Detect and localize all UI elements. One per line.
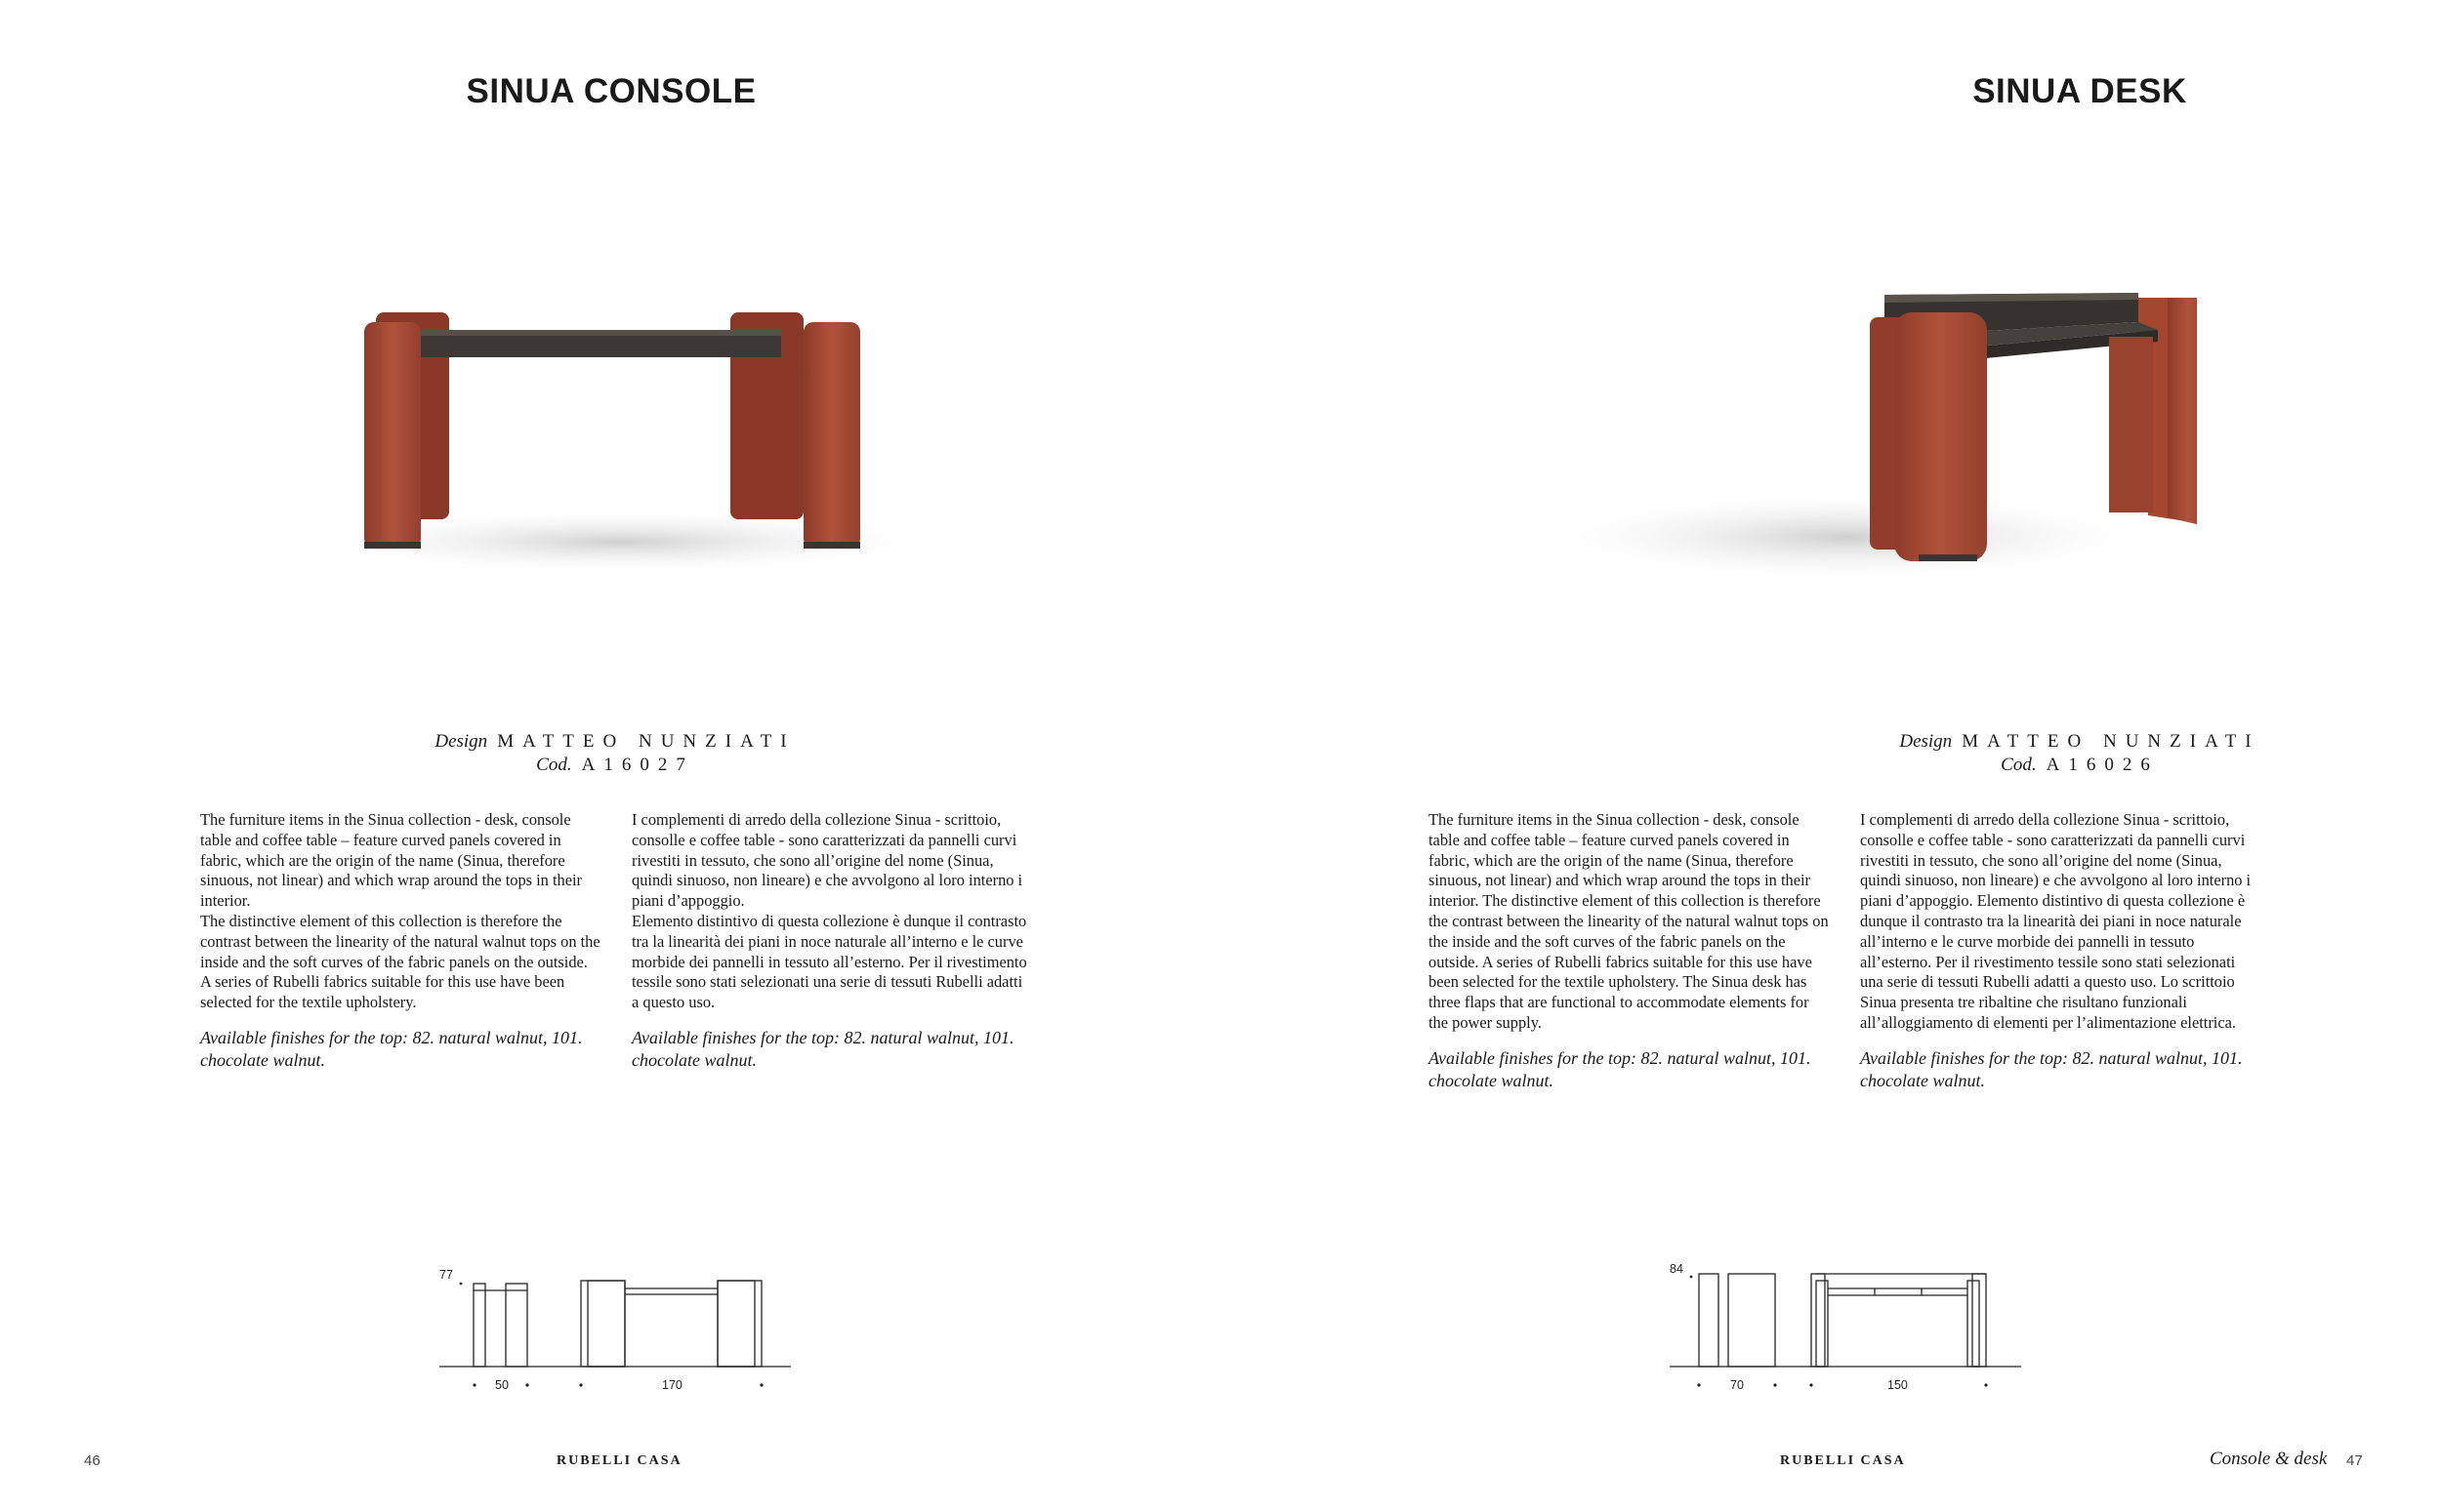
- description-paragraph: Elemento distintivo di questa collezione è dunque il contrasto tra la linearità dei piani in noce naturale all’interno e le curve morbide dei pannelli in tessuto all’esterno. Per il rivestimento tessile sono stati selezionati una serie di tessuti Rubelli adatti a questo uso.: [632, 911, 1027, 1012]
- description-english: [200, 810, 600, 1072]
- height-dimension: 77: [439, 1268, 453, 1282]
- description-paragraph: The furniture items in the Sinua collection - desk, console table and coffee table – feature curved panels covered in fabric, which are the origin of the name (Sinua, therefore sinuous, not linear) and which wrap around the tops in their interior.: [200, 810, 583, 911]
- product-title: SINUA CONSOLE: [466, 72, 757, 110]
- product-code: A16026: [2046, 755, 2159, 775]
- description-english: [1428, 810, 1829, 1092]
- design-label: Design: [434, 731, 488, 752]
- designer-name: MATTEO NUNZIATI: [1962, 731, 2260, 752]
- code-label: Cod.: [536, 755, 572, 775]
- section-title: Console & desk: [2210, 1449, 2328, 1469]
- design-label: Design: [1899, 731, 1953, 752]
- brand-footer: RUBELLI CASA: [557, 1453, 683, 1468]
- designer-credit: [273, 730, 957, 777]
- depth-dimension: 70: [1730, 1378, 1744, 1392]
- description-italian: [1860, 810, 2260, 1092]
- width-dimension: 150: [1887, 1378, 1908, 1392]
- finishes-note: Available finishes for the top: 82. natural walnut, 101. chocolate walnut.: [632, 1027, 1014, 1070]
- right-page: [1220, 0, 2441, 1512]
- brand-footer: RUBELLI CASA: [1780, 1453, 1906, 1468]
- description-paragraph: I complementi di arredo della collezione Sinua - scrittoio, consolle e coffee table - sono caratterizzati da pannelli curvi rivestiti in tessuto, che sono all’origine del nome (Sinua, quindi sinuoso, non lineare) e che avvolgono al loro interno i piani d’appoggio. Elemento distintivo di questa collezione è dunque il contrasto tra la linearità dei piani in noce naturale all’interno e le curve morbide dei pannelli in tessuto all’esterno. Per il rivestimento tessile sono stati selezionati una serie di tessuti Rubelli adatti a questo uso. Lo scrittoio Sinua presenta tre ribaltine che risultano funzionali all’alloggiamento di elementi per l’alimentazione elettrica.: [1860, 810, 2252, 1032]
- description-paragraph: I complementi di arredo della collezione Sinua - scrittoio, consolle e coffee table - sono caratterizzati da pannelli curvi rivestiti in tessuto, che sono all’origine del nome (Sinua, quindi sinuoso, non lineare) e che avvolgono al loro interno i piani d’appoggio.: [632, 810, 1023, 911]
- code-label: Cod.: [2001, 755, 2037, 775]
- finishes-note: Available finishes for the top: 82. natural walnut, 101. chocolate walnut.: [1860, 1047, 2243, 1090]
- description-paragraph: The distinctive element of this collection is therefore the contrast between the linearity of the natural walnut tops on the inside and the soft curves of the fabric panels on the outside. A series of Rubelli fabrics suitable for this use have been selected for the textile upholstery.: [200, 911, 600, 1012]
- desk-product-image: [1494, 273, 2197, 595]
- designer-credit: [1738, 730, 2421, 777]
- desk-technical-drawing: [1660, 1249, 2031, 1406]
- width-dimension: 170: [662, 1378, 683, 1392]
- page-number: 47: [2346, 1452, 2363, 1469]
- console-technical-drawing: [430, 1259, 801, 1406]
- height-dimension: 84: [1670, 1262, 1683, 1276]
- description-paragraph: The furniture items in the Sinua collection - desk, console table and coffee table – feature curved panels covered in fabric, which are the origin of the name (Sinua, therefore sinuous, not linear) and which wrap around the tops in their interior. The distinctive element of this collection is therefore the contrast between the linearity of the natural walnut tops on the inside and the soft curves of the fabric panels on the outside. A series of Rubelli fabrics suitable for this use have been selected for the textile upholstery. The Sinua desk has three flaps that are functional to accommodate elements for the power supply.: [1428, 810, 1829, 1032]
- left-page: [0, 0, 1220, 1512]
- depth-dimension: 50: [495, 1378, 509, 1392]
- console-product-image: [264, 293, 986, 576]
- product-code: A16027: [581, 755, 694, 775]
- finishes-note: Available finishes for the top: 82. natural walnut, 101. chocolate walnut.: [200, 1027, 583, 1070]
- description-italian: [632, 810, 1032, 1072]
- designer-name: MATTEO NUNZIATI: [497, 731, 796, 752]
- page-number: 46: [84, 1452, 101, 1469]
- finishes-note: Available finishes for the top: 82. natural walnut, 101. chocolate walnut.: [1428, 1047, 1811, 1090]
- product-title: SINUA DESK: [1972, 72, 2187, 110]
